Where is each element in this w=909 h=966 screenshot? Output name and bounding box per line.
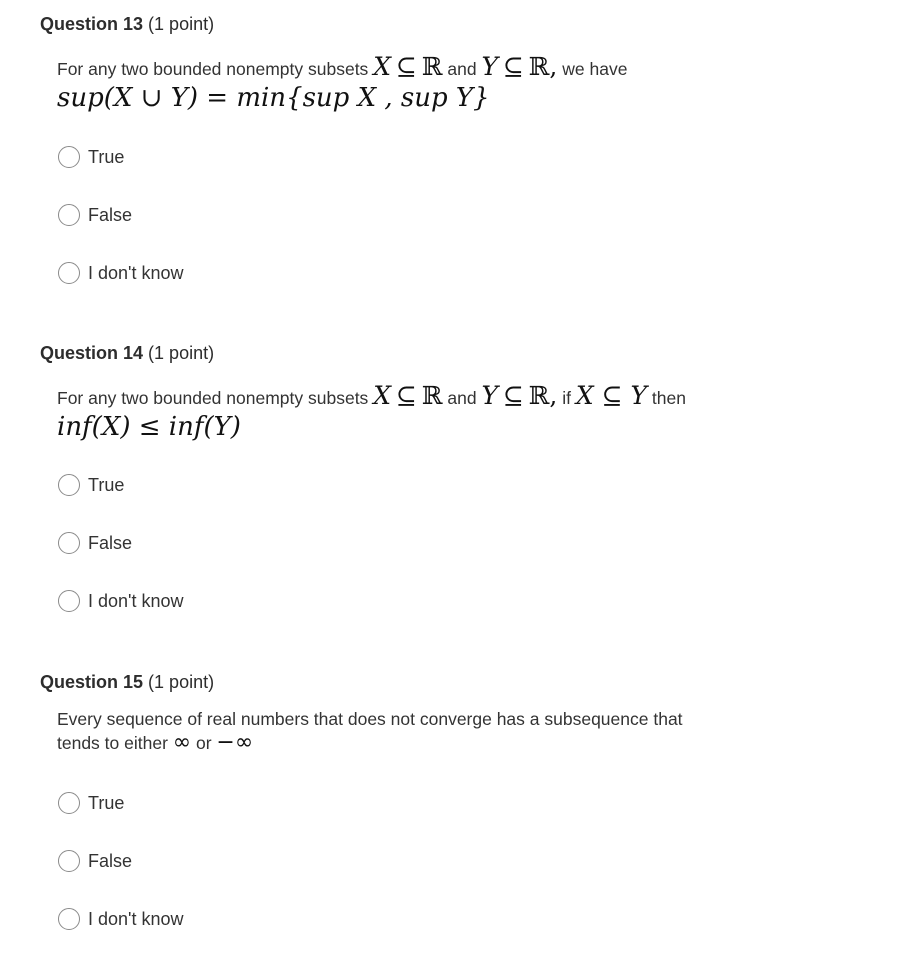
- radio-button[interactable]: [58, 590, 80, 612]
- math-subset-2: ⊆: [502, 381, 524, 410]
- option-label: I don't know: [88, 590, 184, 611]
- radio-button[interactable]: [58, 262, 80, 284]
- question-heading: [40, 342, 880, 364]
- math-y: Y: [481, 52, 498, 81]
- radio-button[interactable]: [58, 792, 80, 814]
- question-points: (1 point): [148, 14, 215, 34]
- math-x: X: [373, 52, 391, 81]
- option-dont-know[interactable]: [58, 260, 184, 286]
- question-points: (1 point): [148, 343, 215, 363]
- math-y: Y: [481, 381, 498, 410]
- math-reals-2: ℝ,: [528, 381, 558, 410]
- option-label: I don't know: [88, 262, 184, 283]
- question-line-2-prefix: tends to either: [57, 733, 168, 753]
- question-number: Question 15: [40, 672, 144, 692]
- option-label: False: [88, 204, 133, 225]
- option-false[interactable]: [58, 530, 132, 556]
- math-reals: ℝ: [421, 52, 443, 81]
- math-reals-2: ℝ,: [528, 52, 558, 81]
- question-line-2: [57, 731, 880, 755]
- question-text: [57, 53, 880, 113]
- question-formula: sup(X ∪ Y) = min{sup X , sup Y}: [57, 83, 490, 113]
- radio-button[interactable]: [58, 850, 80, 872]
- question-number: Question 14: [40, 343, 144, 363]
- question-15: [40, 671, 880, 755]
- math-condition: X ⊆ Y: [575, 381, 648, 410]
- question-heading: [40, 671, 880, 693]
- math-subset: ⊆: [395, 381, 417, 410]
- question-formula: inf(X) ≤ inf(Y): [57, 412, 241, 442]
- math-subset-2: ⊆: [502, 52, 524, 81]
- question-number: Question 13: [40, 14, 144, 34]
- conj-or: or: [195, 733, 212, 753]
- option-label: False: [88, 532, 133, 553]
- option-label: False: [88, 850, 133, 871]
- negative-infinity-symbol: −∞: [216, 730, 254, 755]
- math-x: X: [373, 381, 391, 410]
- conj-and: and: [447, 388, 477, 408]
- conj-if: if: [562, 388, 572, 408]
- conj-and: and: [447, 59, 477, 79]
- radio-button[interactable]: [58, 532, 80, 554]
- radio-button[interactable]: [58, 146, 80, 168]
- question-suffix: we have: [562, 59, 628, 79]
- math-subset: ⊆: [395, 52, 417, 81]
- option-true[interactable]: [58, 790, 124, 816]
- option-dont-know[interactable]: [58, 906, 184, 932]
- option-false[interactable]: [58, 848, 132, 874]
- option-label: True: [88, 474, 125, 495]
- conj-then: then: [651, 388, 686, 408]
- question-prefix: For any two bounded nonempty subsets: [57, 59, 369, 79]
- option-false[interactable]: [58, 202, 132, 228]
- question-text: [57, 382, 880, 442]
- question-13: [40, 13, 880, 113]
- radio-button[interactable]: [58, 908, 80, 930]
- infinity-symbol: ∞: [172, 730, 192, 755]
- question-prefix: For any two bounded nonempty subsets: [57, 388, 369, 408]
- question-line-1: Every sequence of real numbers that does not converge has a subsequence that: [57, 709, 683, 729]
- question-14: [40, 342, 880, 442]
- option-dont-know[interactable]: [58, 588, 184, 614]
- question-text: [57, 707, 880, 755]
- option-label: True: [88, 146, 125, 167]
- option-true[interactable]: [58, 144, 124, 170]
- option-label: True: [88, 792, 125, 813]
- math-reals: ℝ: [421, 381, 443, 410]
- radio-button[interactable]: [58, 474, 80, 496]
- question-heading: [40, 13, 880, 35]
- radio-button[interactable]: [58, 204, 80, 226]
- option-true[interactable]: [58, 472, 124, 498]
- question-points: (1 point): [148, 672, 215, 692]
- option-label: I don't know: [88, 908, 184, 929]
